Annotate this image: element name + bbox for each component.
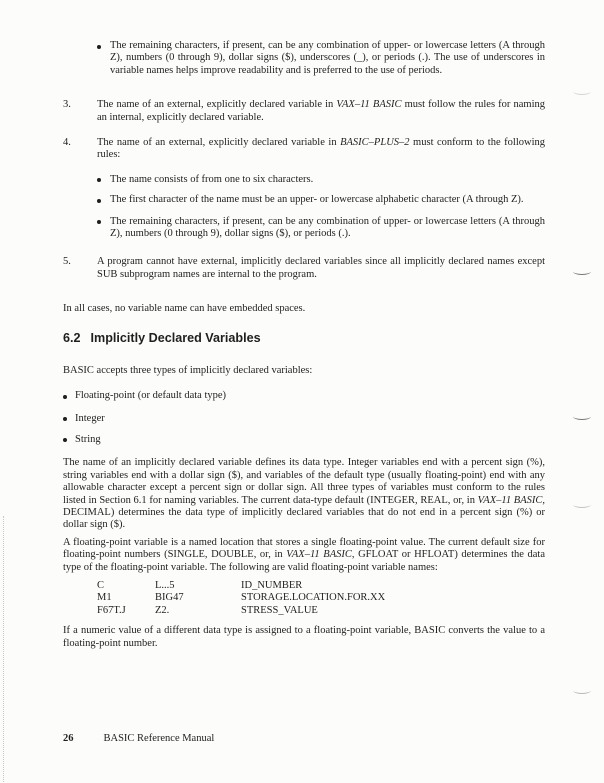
table-cell: C [97, 579, 105, 591]
table-row [97, 592, 545, 604]
section-number: 6.2 [63, 330, 81, 345]
paragraph-conversion: If a numeric value of a different data type is assigned to a floating-point variable, BASIC converts the value to a floating-point number. [63, 625, 545, 649]
bullet-icon [97, 45, 101, 49]
list-item-floating-point [63, 390, 545, 402]
photocopy-mark [573, 501, 591, 508]
product-name-italic: VAX–11 BASIC [336, 99, 402, 111]
list-item-text: The name consists of from one to six characters. [110, 173, 314, 185]
bullet-icon [63, 438, 67, 442]
list-item-remaining-characters [97, 216, 545, 241]
product-name-italic: VAX–11 BASIC [286, 549, 352, 561]
item-number: 4. [63, 137, 71, 149]
list-item-remaining-characters [97, 40, 545, 77]
list-item-text: The remaining characters, if present, can be any combination of upper- or lowercase letters (A through Z), numbers (0 through 9), dollar signs ($), or periods (.). [110, 215, 545, 240]
list-item-text: Floating-point (or default data type) [75, 390, 227, 402]
table-cell: L...5 [155, 579, 175, 591]
page-number: 26 [63, 733, 74, 744]
numbered-item-3 [63, 99, 545, 124]
page-content [63, 40, 545, 650]
paragraph-floating-point: A floating-point variable is a named location that stores a single floating-point value. The current default size for floating-point numbers (SINGLE, DOUBLE, or, in VAX–11 BASIC, GFLOAT or HFLOAT) determines the data type of the floating-point variable. The following are valid floating-point variable names: [63, 536, 545, 573]
list-item-text: The first character of the name must be an upper- or lowercase alphabetic character (A through Z). [110, 194, 524, 206]
photocopy-mark [573, 413, 591, 420]
item-text: The name of an external, explicitly declared variable in VAX–11 BASIC must follow the rules for naming an internal, explicitly declared variable. [97, 99, 545, 123]
table-cell: M1 [97, 592, 112, 604]
list-item-text: Integer [75, 412, 105, 424]
photocopy-mark [573, 268, 591, 275]
perforation-line [3, 516, 4, 782]
table-cell: STORAGE.LOCATION.FOR.XX [241, 592, 386, 604]
list-item-name-length [97, 174, 545, 186]
table-cell: Z2. [155, 604, 170, 616]
table-row [97, 605, 545, 617]
item-text: The name of an external, explicitly declared variable in BASIC–PLUS–2 must conform to the following rules: [97, 137, 545, 161]
item-body [97, 137, 545, 256]
list-item-text: String [75, 433, 101, 445]
section-intro: BASIC accepts three types of implicitly declared variables: [63, 364, 313, 376]
paragraph-data-types: The name of an implicitly declared variable defines its data type. Integer variables end with a percent sign (%), string variables end with a dollar sign ($), and variables of the default type (usually floating-point) end with any allowable character except a percent sign or dollar sign. All three types of variables must conform to the rules listed in Section 6.1 for naming variables. The current data-type default (INTEGER, REAL, or, in VAX–11 BASIC, DECIMAL) determines the data type of implicitly declared variables that do not end in a percent sign (%) or dollar sign ($). [63, 457, 545, 531]
footer-title: BASIC Reference Manual [103, 733, 215, 744]
photocopy-mark [573, 88, 591, 95]
numbered-item-4 [63, 137, 545, 256]
product-name-italic: BASIC–PLUS–2 [340, 137, 410, 149]
list-item-string [63, 434, 545, 446]
list-item-text: The remaining characters, if present, can be any combination of upper- or lowercase letters (A through Z), numbers (0 through 9), dollar signs ($), underscores (_), or periods (.). The use of underscores in variable names helps improve readability and is preferred to the use of periods. [110, 40, 545, 76]
closing-note: In all cases, no variable name can have embedded spaces. [63, 303, 306, 315]
list-item-first-character [97, 194, 545, 206]
table-cell: F67T.J [97, 604, 126, 616]
section-heading [63, 331, 545, 346]
bullet-icon [63, 417, 67, 421]
item-number: 3. [63, 99, 71, 111]
product-name-italic: VAX–11 BASIC [477, 494, 543, 506]
photocopy-mark [573, 687, 591, 694]
numbered-item-5 [63, 256, 545, 281]
item-text: A program cannot have external, implicitly declared variables since all implicitly declared names except SUB subprogram names are internal to the program. [97, 256, 545, 280]
table-cell: BIG47 [155, 592, 184, 604]
item-number: 5. [63, 256, 71, 268]
item-body [97, 256, 545, 281]
section-title: Implicitly Declared Variables [90, 330, 261, 345]
table-row [97, 580, 545, 592]
table-cell: ID_NUMBER [241, 579, 303, 591]
variable-names-table [97, 580, 545, 617]
bullet-icon [97, 199, 101, 203]
table-cell: STRESS_VALUE [241, 604, 318, 616]
bullet-icon [97, 178, 101, 182]
item-body [97, 99, 545, 124]
page-footer [63, 733, 545, 745]
bullet-icon [97, 220, 101, 224]
list-item-integer [63, 413, 545, 425]
bullet-icon [63, 395, 67, 399]
